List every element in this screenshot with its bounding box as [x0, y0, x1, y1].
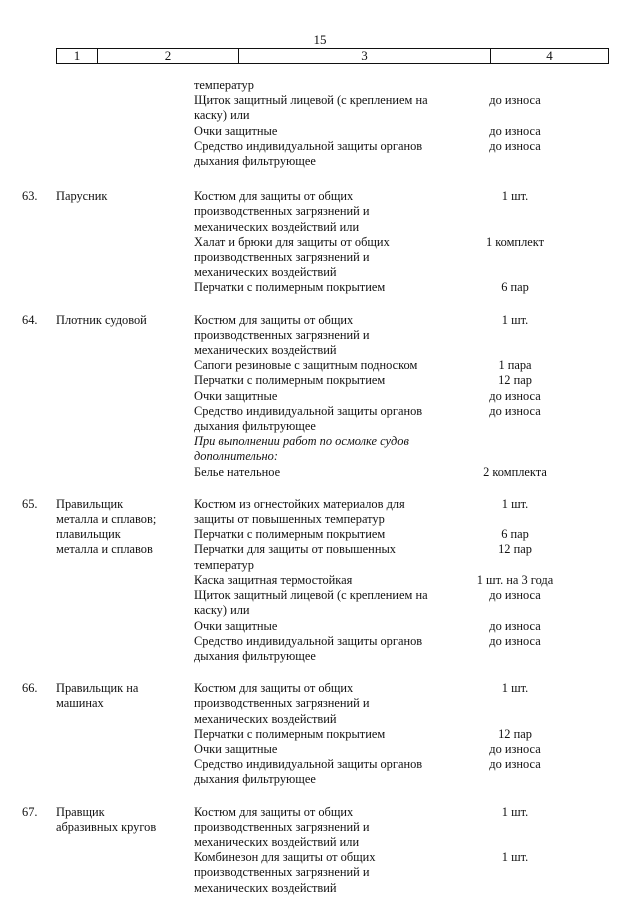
item-list	[194, 681, 580, 787]
item-row	[194, 542, 580, 572]
entry-number: 67.	[22, 804, 38, 819]
item-name: Средство индивидуальной защиты органов дыхания фильтрующее	[194, 633, 423, 663]
item-quantity: до износа	[489, 93, 541, 108]
item-quantity: до износа	[489, 403, 541, 418]
item-quantity: 1 шт. на 3 года	[476, 572, 554, 587]
item-quantity: 1 шт.	[501, 496, 529, 511]
continuation-entry	[0, 78, 640, 169]
item-name: Средство индивидуальной защиты органов дыхания фильтрующее	[194, 403, 423, 434]
page-number: 15	[313, 32, 327, 47]
item-name: Костюм для защиты от общих производственных загрязнений и механических воздействий или	[194, 189, 370, 234]
item-name: Перчатки с полимерным покрытием	[194, 726, 386, 741]
item-name: температур	[194, 78, 254, 92]
profession-entry	[0, 681, 640, 787]
item-row	[194, 727, 580, 742]
profession-name: Плотник судовой	[56, 312, 147, 327]
item-name: Очки защитные	[194, 123, 278, 138]
item-row	[194, 280, 580, 295]
item-row	[194, 139, 580, 169]
item-row	[194, 373, 580, 388]
item-quantity: 1 шт.	[501, 681, 529, 696]
item-row	[194, 681, 580, 727]
item-quantity: до износа	[489, 757, 541, 772]
item-name: Сапоги резиновые с защитным подноском	[194, 358, 418, 373]
item-quantity: до износа	[489, 588, 541, 603]
column-header-2: 2	[98, 49, 239, 64]
profession-name: Правильщик металла и сплавов; плавильщик металла и сплавов	[56, 496, 157, 557]
item-quantity: до износа	[489, 388, 541, 403]
ppe-list	[0, 78, 640, 913]
item-name: Костюм для защиты от общих производственных загрязнений и механических воздействий	[194, 681, 370, 726]
item-row	[194, 93, 580, 123]
item-name: Перчатки для защиты от повышенных температур	[194, 542, 396, 572]
item-quantity: 1 шт.	[501, 804, 529, 819]
column-header-1: 1	[57, 49, 98, 64]
profession-entry	[0, 497, 640, 664]
item-row	[194, 527, 580, 542]
item-name: Белье нательное	[194, 464, 281, 479]
item-quantity: 12 пар	[498, 542, 532, 557]
item-row	[194, 573, 580, 588]
profession-entry	[0, 805, 640, 896]
profession-name: Правщик абразивных кругов	[56, 804, 157, 834]
item-row	[194, 465, 580, 480]
item-row	[194, 434, 580, 464]
item-list	[194, 805, 580, 896]
item-quantity	[450, 78, 580, 93]
item-quantity: до износа	[489, 633, 541, 648]
item-name: Щиток защитный лицевой (с креплением на каску) или	[194, 93, 428, 123]
item-name: Перчатки с полимерным покрытием	[194, 527, 386, 542]
profession-entry	[0, 313, 640, 480]
item-name: Щиток защитный лицевой (с креплением на каску) или	[194, 588, 428, 618]
item-row	[194, 124, 580, 139]
item-quantity: до износа	[489, 123, 541, 138]
item-name: Костюм для защиты от общих производственных загрязнений и механических воздействий	[194, 312, 370, 358]
item-name: Очки защитные	[194, 618, 278, 633]
item-quantity: до износа	[489, 741, 541, 756]
item-quantity: 1 шт.	[501, 312, 529, 327]
item-row	[194, 497, 580, 527]
item-row	[194, 313, 580, 359]
item-quantity: 2 комплекта	[483, 464, 547, 479]
additional-note: При выполнении работ по осмолке судов дополнительно:	[194, 434, 409, 464]
column-header-3: 3	[239, 49, 491, 64]
item-row	[194, 189, 580, 235]
item-quantity	[450, 434, 580, 464]
profession-name: Правильщик на машинах	[56, 681, 139, 711]
item-row	[194, 757, 580, 787]
item-quantity: 1 пара	[498, 358, 532, 373]
item-name: Костюм из огнестойких материалов для защиты от повышенных температур	[194, 496, 405, 527]
item-quantity: до износа	[489, 618, 541, 633]
column-header-table	[56, 48, 609, 64]
item-quantity: 12 пар	[498, 726, 532, 741]
item-quantity: 1 шт.	[501, 850, 529, 865]
entry-number: 65.	[22, 496, 38, 511]
item-name: Очки защитные	[194, 741, 278, 756]
item-quantity: 6 пар	[501, 280, 529, 295]
item-list	[194, 313, 580, 480]
item-row	[194, 634, 580, 664]
item-quantity: 12 пар	[498, 373, 532, 388]
item-list	[194, 189, 580, 295]
item-quantity: 6 пар	[501, 527, 529, 542]
entry-number: 63.	[22, 189, 38, 204]
item-quantity: до износа	[489, 138, 541, 153]
item-row	[194, 742, 580, 757]
item-name: Средство индивидуальной защиты органов дыхания фильтрующее	[194, 757, 423, 787]
item-row	[194, 358, 580, 373]
item-name: Комбинезон для защиты от общих производственных загрязнений и механических воздействий	[194, 850, 376, 895]
item-row	[194, 805, 580, 851]
item-row	[194, 235, 580, 281]
item-row	[194, 389, 580, 404]
column-header-4: 4	[491, 49, 609, 64]
profession-name: Парусник	[56, 189, 108, 204]
item-row	[194, 850, 580, 896]
item-row	[194, 404, 580, 434]
item-name: Каска защитная термостойкая	[194, 572, 353, 587]
item-row	[194, 619, 580, 634]
entry-number: 64.	[22, 312, 38, 327]
item-list	[194, 497, 580, 664]
item-name: Очки защитные	[194, 388, 278, 403]
item-row	[194, 588, 580, 618]
item-name: Костюм для защиты от общих производственных загрязнений и механических воздействий или	[194, 804, 370, 849]
item-row	[194, 78, 580, 93]
item-quantity: 1 комплект	[485, 234, 545, 249]
item-name: Перчатки с полимерным покрытием	[194, 280, 386, 295]
item-name: Средство индивидуальной защиты органов дыхания фильтрующее	[194, 138, 423, 169]
item-list	[194, 78, 580, 169]
item-name: Перчатки с полимерным покрытием	[194, 373, 386, 388]
entry-number: 66.	[22, 681, 38, 696]
item-name: Халат и брюки для защиты от общих производственных загрязнений и механических воздействий	[194, 234, 390, 280]
item-quantity: 1 шт.	[501, 189, 529, 204]
profession-entry	[0, 189, 640, 295]
